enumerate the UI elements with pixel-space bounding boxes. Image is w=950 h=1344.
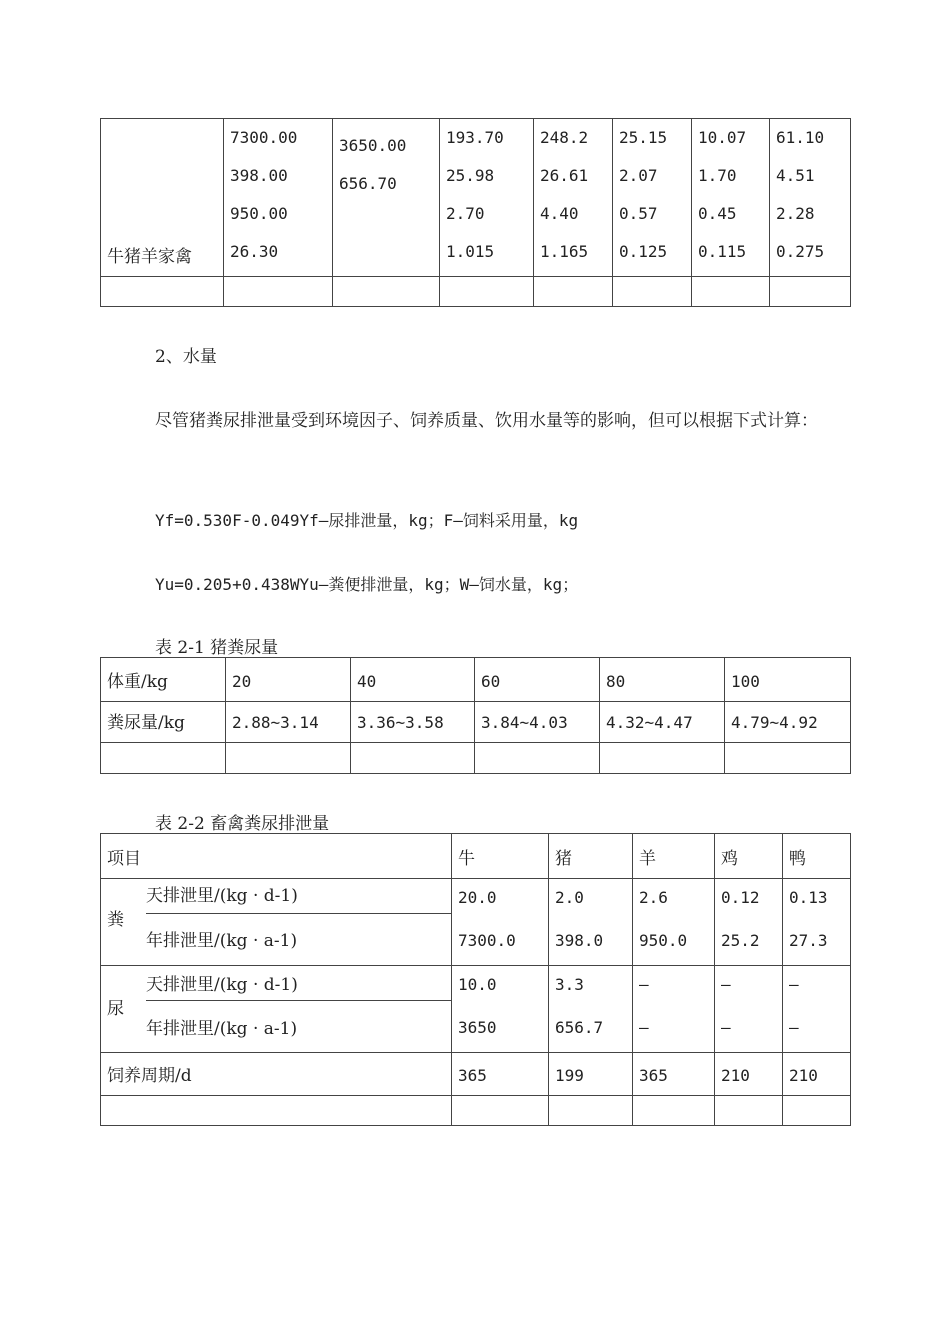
empty-cell bbox=[783, 1096, 851, 1126]
empty-cell bbox=[440, 277, 534, 307]
table-cell: 100 bbox=[725, 658, 851, 702]
empty-cell bbox=[226, 743, 351, 774]
row-label: 牛猪羊家禽 bbox=[101, 119, 224, 277]
empty-cell bbox=[333, 277, 440, 307]
empty-cell bbox=[534, 277, 613, 307]
animal-header: 鸭 bbox=[783, 834, 851, 879]
urine-label-cell bbox=[101, 966, 452, 1053]
animal-header: 鸡 bbox=[715, 834, 783, 879]
table-cell: 365 bbox=[452, 1053, 549, 1096]
animal-header: 牛 bbox=[452, 834, 549, 879]
table-cell: 3.36~3.58 bbox=[351, 702, 475, 743]
table-cell: 2.0 398.0 bbox=[549, 879, 633, 966]
header-label: 项目 bbox=[101, 834, 452, 879]
table-cell: 20.0 7300.0 bbox=[452, 879, 549, 966]
row-label: 饲养周期/d bbox=[101, 1053, 452, 1096]
table-cell: 61.10 4.51 2.28 0.275 bbox=[770, 119, 851, 277]
empty-cell bbox=[725, 743, 851, 774]
table-cell: 193.70 25.98 2.70 1.015 bbox=[440, 119, 534, 277]
table-cell: 2.88~3.14 bbox=[226, 702, 351, 743]
table-cell: 4.79~4.92 bbox=[725, 702, 851, 743]
table-cell: 210 bbox=[783, 1053, 851, 1096]
table-cell: 3.84~4.03 bbox=[475, 702, 600, 743]
empty-cell bbox=[101, 743, 226, 774]
table-cell: 20 bbox=[226, 658, 351, 702]
animal-header: 羊 bbox=[633, 834, 715, 879]
section-heading: 2、水量 bbox=[155, 347, 217, 367]
empty-cell bbox=[475, 743, 600, 774]
empty-cell bbox=[101, 1096, 452, 1126]
daily-label: 天排泄里/(kg · d-1) bbox=[146, 966, 451, 1001]
empty-cell bbox=[715, 1096, 783, 1126]
table-cell: 3650.00 656.70 bbox=[333, 119, 440, 277]
empty-cell bbox=[633, 1096, 715, 1126]
data-table-top bbox=[100, 118, 851, 307]
table-cell: 0.12 25.2 bbox=[715, 879, 783, 966]
table-caption: 表 2-1 猪粪尿量 bbox=[155, 638, 279, 658]
row-label: 体重/kg bbox=[101, 658, 226, 702]
table-cell: 80 bbox=[600, 658, 725, 702]
formula-feces: Yu=0.205+0.438WYu—粪便排泄量，kg；W—饲水量，kg； bbox=[155, 575, 579, 594]
daily-label: 天排泄里/(kg · d-1) bbox=[146, 879, 451, 914]
empty-cell bbox=[101, 277, 224, 307]
empty-cell bbox=[452, 1096, 549, 1126]
table-cell: 40 bbox=[351, 658, 475, 702]
empty-cell bbox=[613, 277, 692, 307]
feces-label-cell bbox=[101, 879, 452, 966]
empty-cell bbox=[770, 277, 851, 307]
table-cell: 0.13 27.3 bbox=[783, 879, 851, 966]
table-cell: 10.07 1.70 0.45 0.115 bbox=[692, 119, 770, 277]
table-cell: 10.0 3650 bbox=[452, 966, 549, 1053]
formula-urine: Yf=0.530F-0.049Yf—尿排泄量，kg；F—饲料采用量，kg bbox=[155, 511, 579, 530]
table-2-1 bbox=[100, 657, 851, 774]
urine-label: 尿 bbox=[107, 999, 124, 1019]
table-cell: 60 bbox=[475, 658, 600, 702]
table-cell: 2.6 950.0 bbox=[633, 879, 715, 966]
body-paragraph: 尽管猪粪尿排泄量受到环境因子、饲养质量、饮用水量等的影响，但可以根据下式计算： bbox=[155, 411, 818, 431]
table-cell: — — bbox=[715, 966, 783, 1053]
empty-cell bbox=[692, 277, 770, 307]
empty-cell bbox=[549, 1096, 633, 1126]
table-cell: — — bbox=[783, 966, 851, 1053]
empty-cell bbox=[224, 277, 333, 307]
table-cell: — — bbox=[633, 966, 715, 1053]
table-cell: 25.15 2.07 0.57 0.125 bbox=[613, 119, 692, 277]
empty-cell bbox=[351, 743, 475, 774]
table-cell: 210 bbox=[715, 1053, 783, 1096]
feces-label: 粪 bbox=[107, 910, 124, 930]
yearly-label: 年排泄里/(kg · a-1) bbox=[146, 1019, 298, 1039]
table-caption: 表 2-2 畜禽粪尿排泄量 bbox=[155, 814, 330, 834]
table-cell: 7300.00 398.00 950.00 26.30 bbox=[224, 119, 333, 277]
table-cell: 248.2 26.61 4.40 1.165 bbox=[534, 119, 613, 277]
animal-header: 猪 bbox=[549, 834, 633, 879]
row-label: 粪尿量/kg bbox=[101, 702, 226, 743]
table-cell: 4.32~4.47 bbox=[600, 702, 725, 743]
yearly-label: 年排泄里/(kg · a-1) bbox=[146, 931, 298, 951]
table-cell: 3.3 656.7 bbox=[549, 966, 633, 1053]
table-cell: 365 bbox=[633, 1053, 715, 1096]
table-cell: 199 bbox=[549, 1053, 633, 1096]
empty-cell bbox=[600, 743, 725, 774]
table-2-2 bbox=[100, 833, 851, 1126]
